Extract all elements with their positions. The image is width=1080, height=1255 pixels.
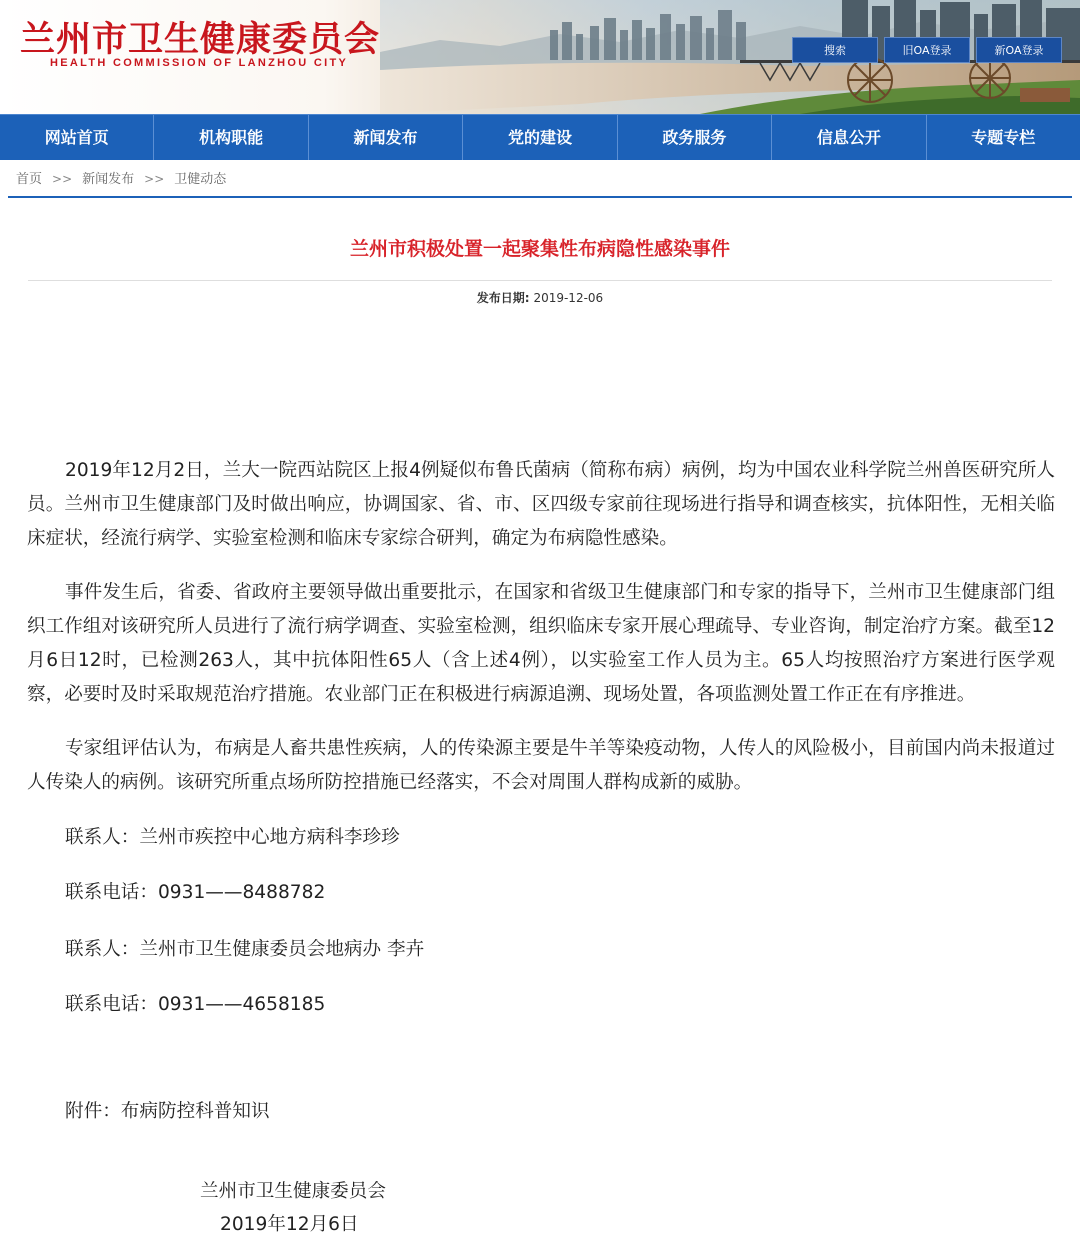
main-nav [0, 114, 1080, 160]
new-oa-login-button[interactable]: 新OA登录 [976, 37, 1062, 63]
article-paragraph: 事件发生后，省委、省政府主要领导做出重要批示，在国家和省级卫生健康部门和专家的指导下，兰州市卫生健康部门组织工作组对该研究所人员进行了流行病学调查、实验室检测，组织临床专家开展心理疏导、专业咨询，制定治疗方案。截至12月6日12时，已检测263人，其中抗体阳性65人（含上述4例），以实验室工作人员为主。65人均按照治疗方案进行医学观察，必要时及时采取规范治疗措施。农业部门正在积极进行病源追溯、现场处置，各项监测处置工作正在有序推进。 [27, 582, 1055, 705]
breadcrumb-separator: >> [144, 172, 165, 186]
site-subtitle: HEALTH COMMISSION OF LANZHOU CITY [50, 57, 349, 69]
nav-item-party[interactable]: 党的建设 [463, 115, 617, 160]
contact-person-2: 联系人：兰州市卫生健康委员会地病办 李卉 [65, 939, 425, 960]
signature-org: 兰州市卫生健康委员会 [200, 1181, 386, 1202]
breadcrumb [8, 160, 1072, 198]
nav-item-topics[interactable]: 专题专栏 [971, 128, 1036, 147]
publish-date [0, 289, 1080, 306]
breadcrumb-home-link[interactable]: 首页 [16, 172, 43, 187]
article-title: 兰州市积极处置一起聚集性布病隐性感染事件 [349, 238, 730, 260]
nav-item-functions[interactable]: 机构职能 [154, 115, 308, 160]
nav-item-disclosure[interactable]: 信息公开 [772, 115, 926, 160]
article-paragraph: 2019年12月2日，兰大一院西站院区上报4例疑似布鲁氏菌病（简称布病）病例，均为中国农业科学院兰州兽医研究所人员。兰州市卫生健康部门及时做出响应，协调国家、省、市、区四级专家前往现场进行指导和调查核实，抗体阳性，无相关临床症状，经流行病学、实验室检测和临床专家综合研判，确定为布病隐性感染。 [27, 460, 1055, 549]
attachment-link[interactable]: 附件：布病防控科普知识 [65, 1101, 270, 1122]
site-title: 兰州市卫生健康委员会 [20, 19, 381, 60]
contact-phone-1: 联系电话：0931——8488782 [65, 882, 326, 903]
nav-item-home[interactable]: 网站首页 [0, 115, 154, 160]
publish-date-value: 2019-12-06 [533, 291, 604, 305]
breadcrumb-current-link[interactable]: 卫健动态 [174, 172, 227, 187]
site-banner [0, 0, 1080, 114]
article-paragraph: 专家组评估认为，布病是人畜共患性疾病，人的传染源主要是牛羊等染疫动物，人传人的风险极小，目前国内尚未报道过人传染人的病例。该研究所重点场所防控措施已经落实，不会对周围人群构成新的威胁。 [27, 738, 1055, 793]
breadcrumb-news-link[interactable]: 新闻发布 [82, 172, 135, 187]
old-oa-login-button[interactable]: 旧OA登录 [884, 37, 970, 63]
title-divider [28, 280, 1052, 281]
top-links [792, 37, 1062, 63]
nav-item-news[interactable]: 新闻发布 [309, 115, 463, 160]
nav-item-services[interactable]: 政务服务 [618, 115, 772, 160]
search-button[interactable]: 搜索 [792, 37, 878, 63]
publish-date-label: 发布日期: [476, 291, 530, 305]
contact-person-1: 联系人：兰州市疾控中心地方病科李珍珍 [65, 827, 400, 848]
signature-date: 2019年12月6日 [220, 1214, 359, 1235]
contact-phone-2: 联系电话：0931——4658185 [65, 994, 326, 1015]
breadcrumb-separator: >> [52, 172, 73, 186]
